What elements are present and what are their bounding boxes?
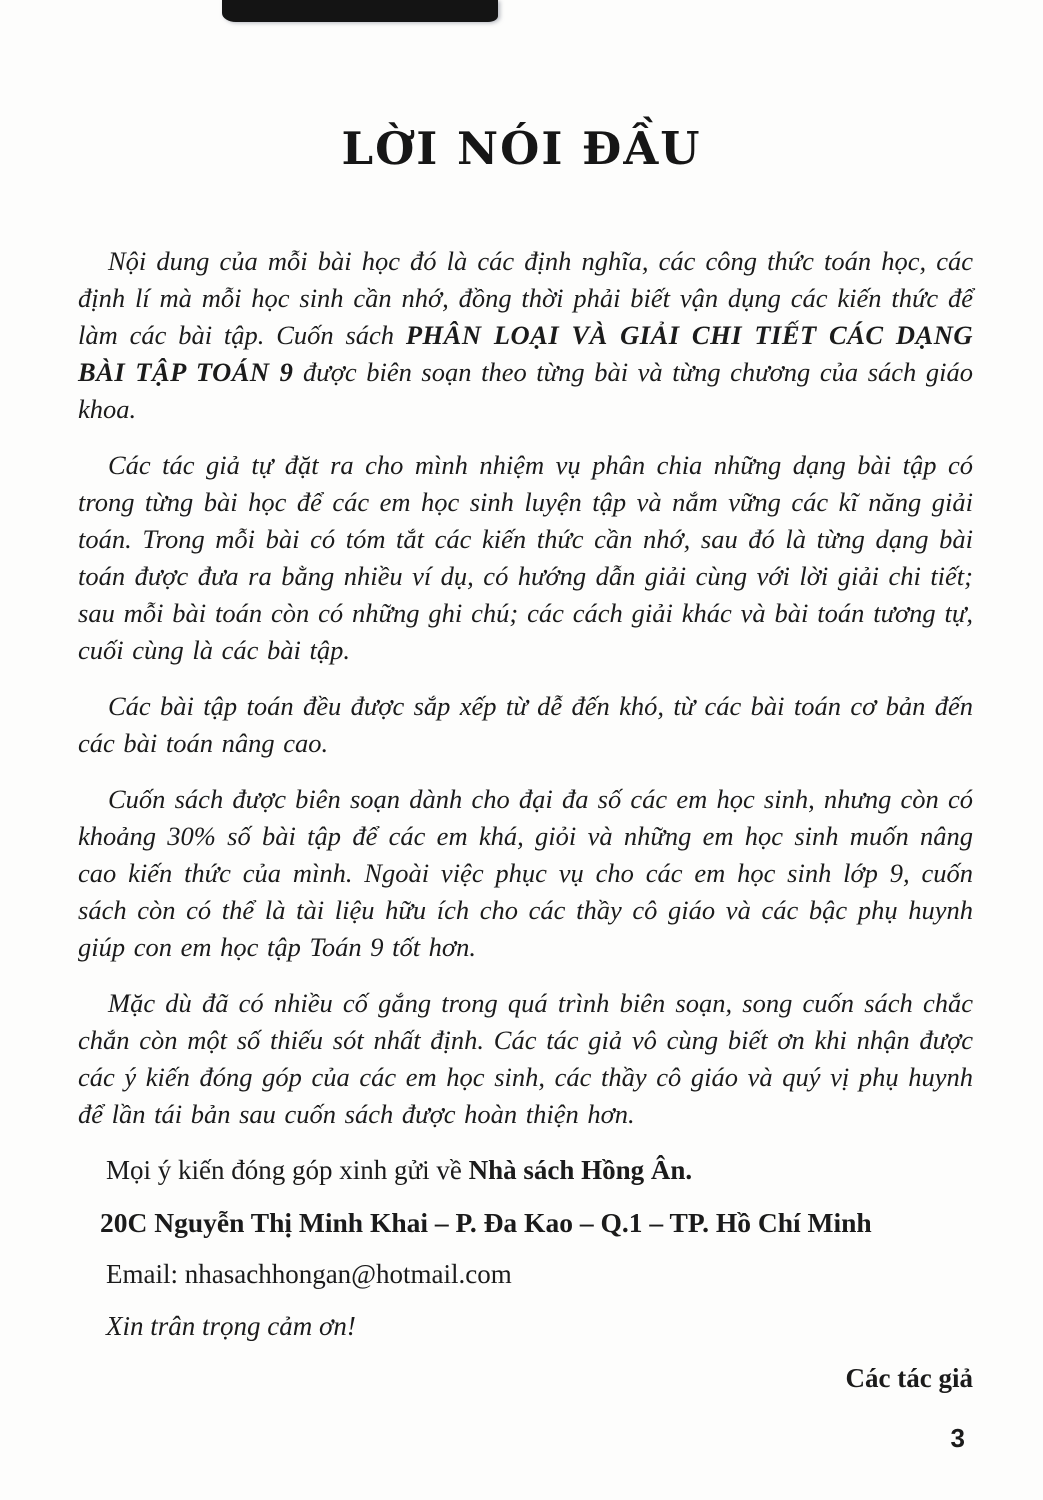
page-title: LỜI NÓI ĐẦU	[341, 122, 702, 175]
feedback-text: Mọi ý kiến đóng góp xinh gửi về	[106, 1155, 469, 1185]
feedback-line	[78, 1152, 973, 1189]
thanks-line: Xin trân trọng cảm ơn!	[106, 1311, 356, 1341]
paragraph-apology: Mặc dù đã có nhiều cố gắng trong quá trình biên soạn, song cuốn sách chắc chắn còn một số thiếu sót nhất định. Các tác giả vô cùng biết ơn khi nhận được các ý kiến đóng góp của các em học sinh, các thầy cô giáo và quý vị phụ huynh để lần tái bản sau cuốn sách được hoàn thiện hơn.	[78, 988, 973, 1129]
page-number: 3	[950, 1423, 965, 1453]
publisher-name: Nhà sách Hồng Ân.	[468, 1155, 693, 1185]
authors-signature: Các tác giả	[845, 1363, 973, 1393]
book-title-emphasis: PHÂN LOẠI VÀ GIẢI CHI TIẾT CÁC DẠNG BÀI TẬP TOÁN 9	[78, 320, 973, 387]
paragraph-audience: Cuốn sách được biên soạn dành cho đại đa số các em học sinh, nhưng còn có khoảng 30% số bài tập để các em khá, giỏi và những em học sinh muốn nâng cao kiến thức của mình. Ngoài việc phục vụ cho các em học sinh lớp 9, cuốn sách còn có thể là tài liệu hữu ích cho các thầy cô giáo và các bậc phụ huynh giúp con em học tập Toán 9 tốt hơn.	[78, 784, 973, 962]
publisher-address: 20C Nguyễn Thị Minh Khai – P. Đa Kao – Q.1 – TP. Hồ Chí Minh	[100, 1207, 872, 1238]
publisher-email: Email: nhasachhongan@hotmail.com	[106, 1259, 512, 1289]
preface-body	[78, 243, 973, 1397]
paragraph-intro	[78, 243, 973, 428]
paragraph-structure: Các tác giả tự đặt ra cho mình nhiệm vụ phân chia những dạng bài tập có trong từng bài học để các em học sinh luyện tập và nắm vững các kĩ năng giải toán. Trong mỗi bài có tóm tắt các kiến thức cần nhớ, sau đó là từng dạng bài toán được đưa ra bằng nhiều ví dụ, có hướng dẫn giải cùng với lời giải chi tiết; sau mỗi bài toán còn có những ghi chú; các cách giải khác và bài toán tương tự, cuối cùng là các bài tập.	[78, 450, 973, 665]
paragraph-difficulty: Các bài tập toán đều được sắp xếp từ dễ đến khó, từ các bài toán cơ bản đến các bài toán nâng cao.	[78, 691, 973, 758]
paragraph-text: được biên soạn theo từng bài và từng chương của sách giáo khoa.	[78, 357, 974, 424]
paragraph-text: Nội dung của mỗi bài học đó là các định nghĩa, các công thức toán học, các định lí mà mỗi học sinh cần nhớ, đồng thời phải biết vận dụng các kiến thức để làm các bài tập. Cuốn sách	[78, 246, 973, 350]
scan-artifact-bar	[222, 0, 498, 22]
